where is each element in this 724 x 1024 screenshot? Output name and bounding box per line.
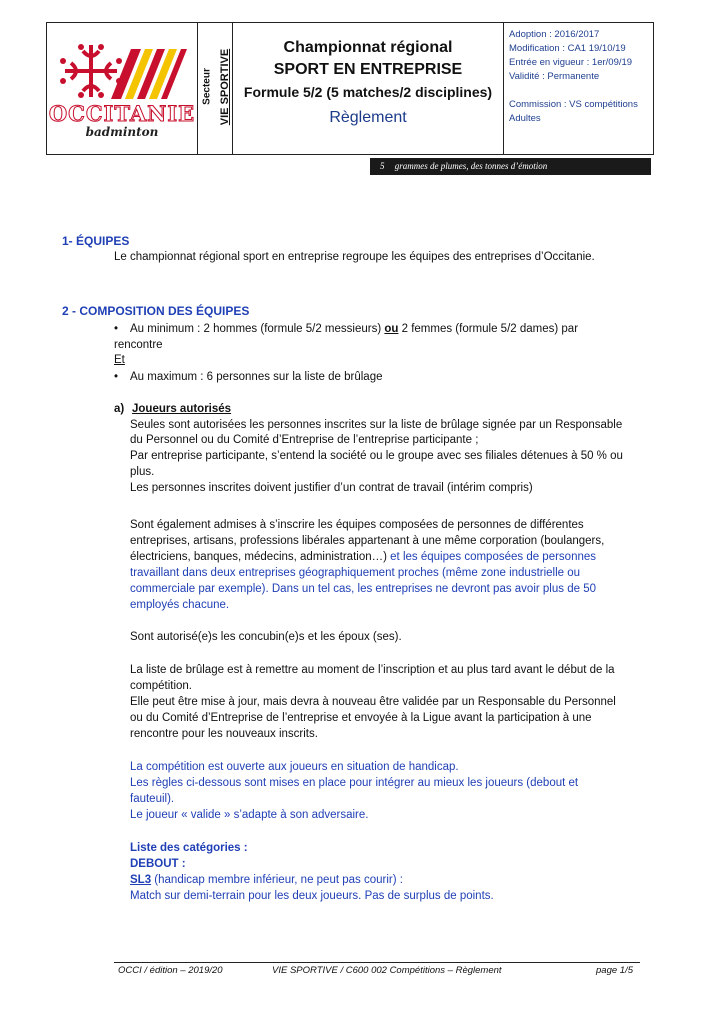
categories-title: Liste des catégories : [130, 842, 248, 854]
meta-commission: Commission : VS compétitions [509, 99, 638, 110]
bullet-minimum-a: Au minimum : 2 hommes (formule 5/2 messieurs) [130, 323, 382, 335]
meta-cell [504, 23, 653, 154]
et-label: Et [114, 354, 125, 366]
header-table [46, 22, 654, 155]
p4-line-3: Elle peut être mise à jour, mais devra à nouveau être validée par un Responsable du Personnel [130, 696, 616, 708]
title-cell [233, 23, 504, 154]
footer-left: OCCI / édition – 2019/20 [118, 965, 223, 976]
sector-cell [198, 23, 233, 154]
sl3-text: Match sur demi-terrain pour les deux joueurs. Pas de surplus de points. [130, 890, 494, 902]
p4-line-1: La liste de brûlage est à remettre au moment de l’inscription et au plus tard avant le début de la [130, 664, 615, 676]
p2-line-4: travaillant dans deux entreprises géographiquement proches (même zone industrielle ou [130, 567, 581, 579]
footer-rule [114, 962, 640, 963]
meta-modification: Modification : CA1 19/10/19 [509, 43, 626, 54]
footer-center: VIE SPORTIVE / C600 002 Compétitions – Règlement [272, 965, 502, 976]
debout-label: DEBOUT : [130, 858, 186, 870]
p2-line-6: employés chacune. [130, 599, 230, 611]
p2-line-5: commerciale par exemple). Dans un tel cas, les entreprises ne devront pas avoir plus de 50 [130, 583, 596, 595]
p4-line-4: ou du Comité d’Entreprise de l’entreprise et envoyée à la Ligue avant la participation à une [130, 712, 592, 724]
occitanie-cross-logo [51, 41, 193, 105]
title-line-3: Formule 5/2 (5 matches/2 disciplines) [243, 84, 493, 100]
footer-right: page 1/5 [596, 965, 633, 976]
sl3-desc: (handicap membre inférieur, ne peut pas courir) : [154, 874, 403, 886]
title-line-2: SPORT EN ENTREPRISE [273, 61, 463, 78]
meta-entree: Entrée en vigueur : 1er/09/19 [509, 57, 633, 68]
tagline-text: grammes de plumes, des tonnes d’émotion [394, 161, 548, 171]
bullet-minimum: • Au minimum : 2 hommes (formule 5/2 messieurs) ou 2 femmes (formule 5/2 dames) par [114, 323, 579, 335]
p5-line-4: Le joueur « valide » s’adapte à son adversaire. [130, 809, 369, 821]
tagline-number: 5 [380, 161, 385, 171]
subsection-a-label: a) [114, 403, 125, 415]
bullet-maximum: • Au maximum : 6 personnes sur la liste de brûlage [114, 371, 383, 383]
bullet-minimum-b: 2 femmes (formule 5/2 dames) par [401, 323, 579, 335]
p4-line-5: rencontre pour les nouveaux inscrits. [130, 728, 318, 740]
sector-label: Secteur [201, 68, 213, 105]
section-1-title: 1- ÉQUIPES [62, 234, 130, 248]
p5-line-1: La compétition est ouverte aux joueurs en situation de handicap. [130, 761, 459, 773]
bullet-maximum-text: Au maximum : 6 personnes sur la liste de brûlage [130, 371, 383, 383]
p2-line-3b: et les équipes composées de personnes [390, 551, 597, 563]
meta-commission-2: Adultes [509, 113, 541, 124]
meta-adoption: Adoption : 2016/2017 [509, 29, 600, 40]
p1-line-1: Seules sont autorisées les personnes inscrites sur la liste de brûlage signée par un Responsable [130, 419, 623, 431]
p5-line-3: fauteuil). [130, 793, 175, 805]
tagline-bar [370, 158, 651, 175]
logo-subtitle: badminton [85, 125, 159, 139]
meta-validite: Validité : Permanente [509, 71, 600, 82]
p1-line-2: du Personnel ou du Comité d’Entreprise de l’entreprise participante ; [130, 434, 479, 446]
logo-cell [47, 23, 198, 154]
section-2-title: 2 - COMPOSITION DES ÉQUIPES [62, 304, 250, 318]
p1-line-4: plus. [130, 466, 155, 478]
p2-line-2: entreprises, artisans, professions libérales appartenant à une même corporation (boulangers, [130, 535, 605, 547]
sector-value: VIE SPORTIVE [219, 48, 231, 126]
bullet-minimum-c: rencontre [114, 339, 163, 351]
p1-line-5: Les personnes inscrites doivent justifier d’un contrat de travail (intérim compris) [130, 482, 533, 494]
subsection-a-title: Joueurs autorisés [132, 403, 232, 415]
p2-line-3 [130, 550, 596, 565]
sl3-code: SL3 [130, 874, 152, 886]
title-line-1: Championnat régional [283, 39, 453, 56]
bullet-minimum-ou: ou [384, 323, 399, 335]
p1-line-3: Par entreprise participante, s’entend la société ou le groupe avec ses filiales détenues à 50 % ou [130, 450, 623, 462]
p2-line-1: Sont également admises à s’inscrire les équipes composées de personnes de différentes [130, 519, 584, 531]
logo-wordmark: OCCITANIE [48, 101, 196, 126]
p5-line-2: Les règles ci-dessous sont mises en place pour intégrer au mieux les joueurs (debout et [130, 777, 579, 789]
p2-line-3a: électriciens, banques, médecins, administration…) [130, 551, 387, 563]
sl3-line [130, 873, 403, 888]
p4-line-2: compétition. [130, 680, 193, 692]
p3-text: Sont autorisé(e)s les concubin(e)s et les époux (ses). [130, 631, 402, 643]
title-line-4: Règlement [329, 109, 407, 126]
section-1-text: Le championnat régional sport en entreprise regroupe les équipes des entreprises d’Occitanie. [114, 251, 595, 263]
